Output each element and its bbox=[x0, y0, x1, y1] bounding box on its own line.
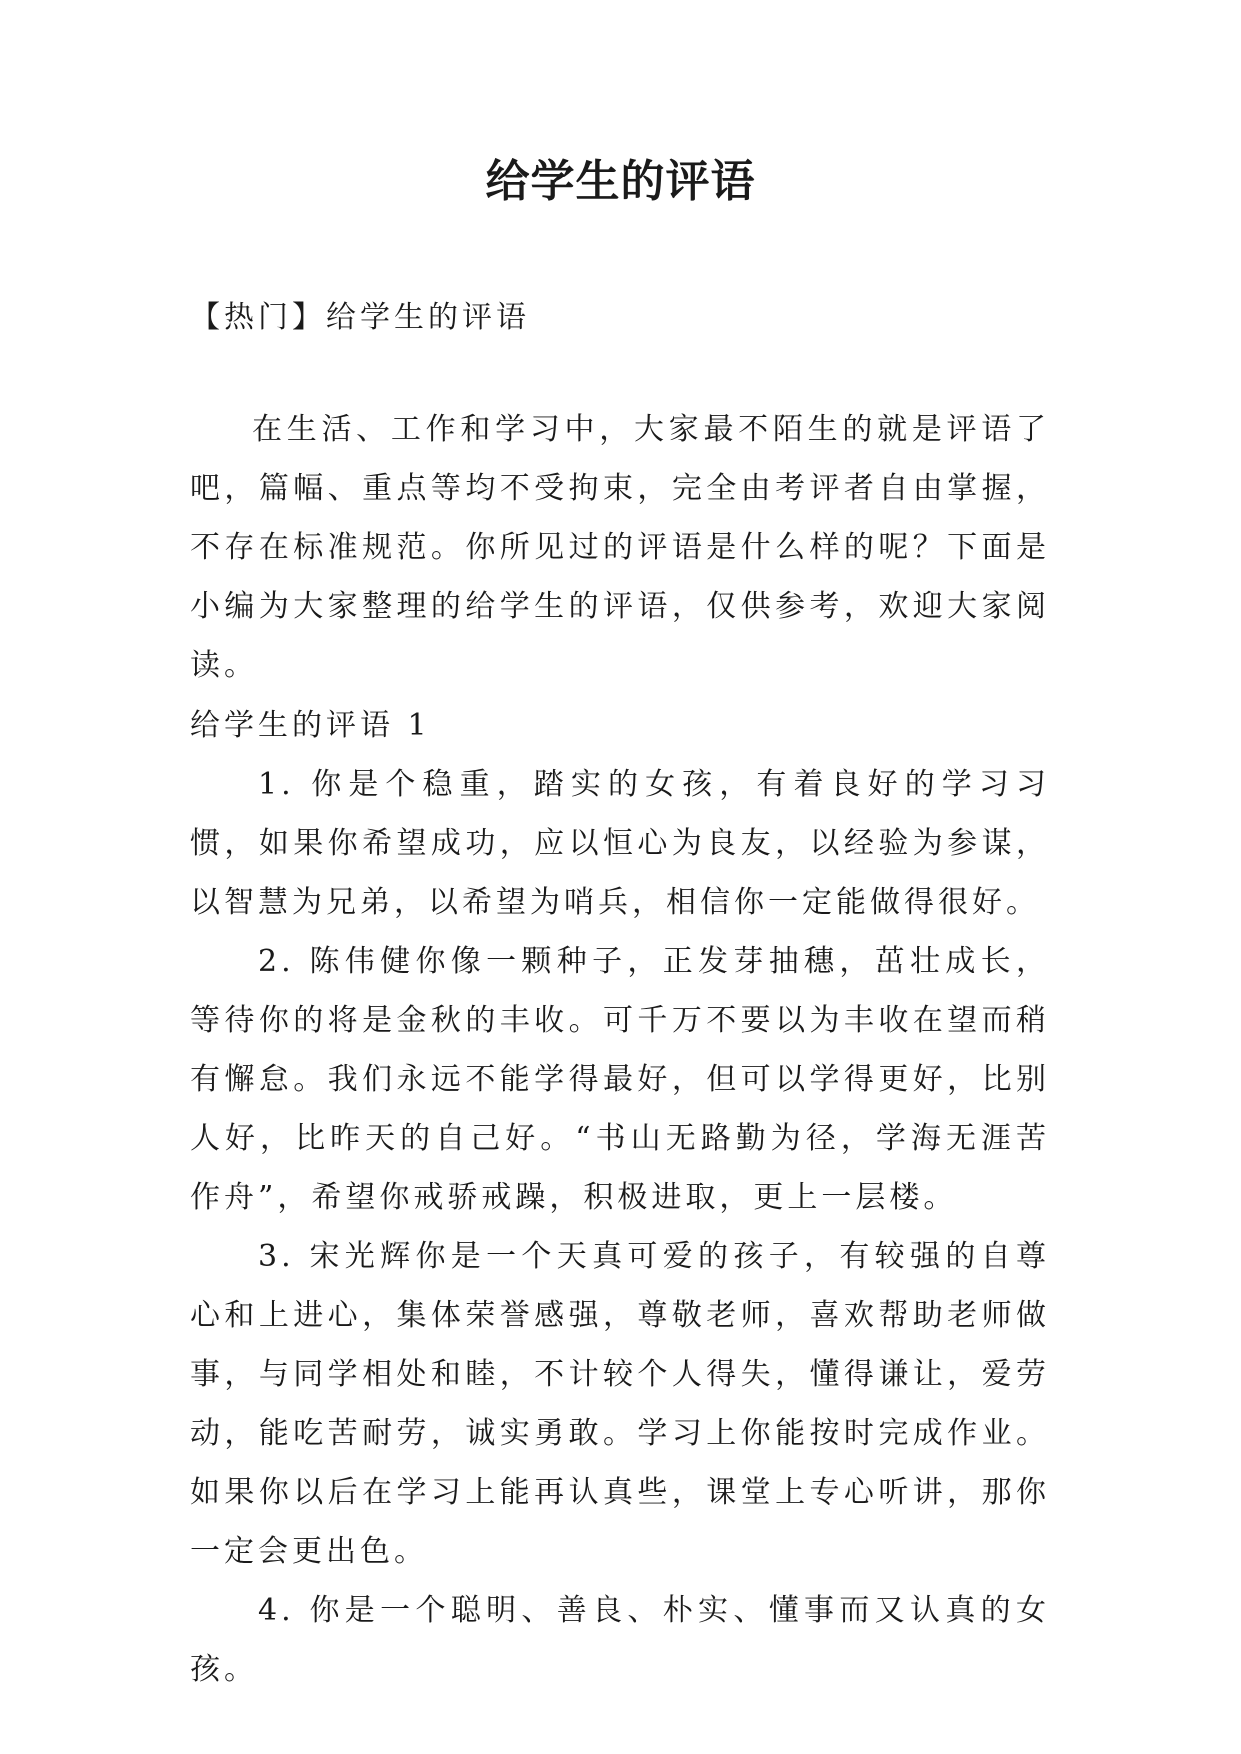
document-title: 给学生的评语 bbox=[485, 156, 756, 207]
comment-list bbox=[190, 755, 1050, 1699]
intro-paragraph: 在生活、工作和学习中，大家最不陌生的就是评语了吧，篇幅、重点等均不受拘束，完全由考评者自由掌握，不存在标准规范。你所见过的评语是什么样的呢？下面是小编为大家整理的给学生的评语，仅供参考，欢迎大家阅读。 bbox=[190, 412, 1050, 683]
comment-entry-3: 3. 宋光辉你是一个天真可爱的孩子，有较强的自尊心和上进心，集体荣誉感强，尊敬老师，喜欢帮助老师做事，与同学相处和睦，不计较个人得失，懂得谦让，爱劳动，能吃苦耐劳，诚实勇敢。学习上你能按时完成作业。如果你以后在学习上能再认真些，课堂上专心听讲，那你一定会更出色。 bbox=[190, 1239, 1050, 1569]
comment-entry-4: 4. 你是一个聪明、善良、朴实、懂事而又认真的女孩。 bbox=[190, 1593, 1050, 1687]
comment-entry-2: 2. 陈伟健你像一颗种子，正发芽抽穗，茁壮成长，等待你的将是金秋的丰收。可千万不要以为丰收在望而稍有懈怠。我们永远不能学得最好，但可以学得更好，比别人好，比昨天的自己好。“书山无路勤为径，学海无涯苦作舟”，希望你戒骄戒躁，积极进取，更上一层楼。 bbox=[190, 944, 1050, 1215]
comment-entry-1: 1. 你是个稳重，踏实的女孩，有着良好的学习习惯，如果你希望成功，应以恒心为良友，以经验为参谋，以智慧为兄弟，以希望为哨兵，相信你一定能做得很好。 bbox=[190, 767, 1050, 920]
section-heading: 给学生的评语 1 bbox=[190, 708, 431, 743]
document-subtitle: 【热门】给学生的评语 bbox=[190, 300, 530, 335]
